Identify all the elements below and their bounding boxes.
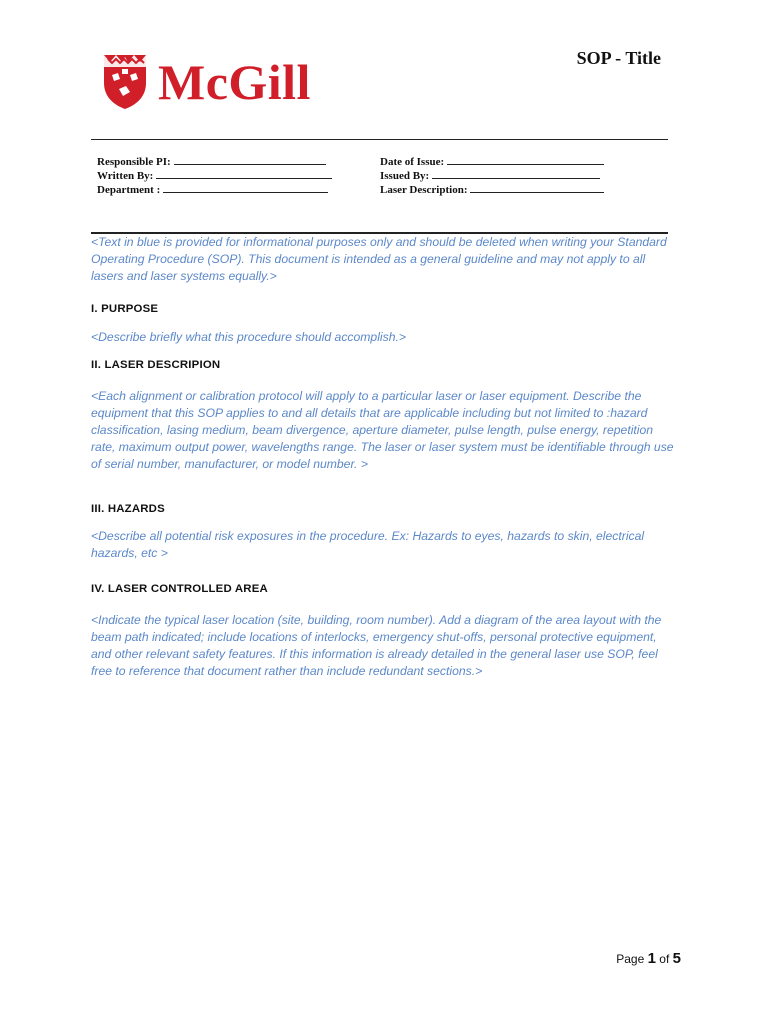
blank-line [432,168,600,179]
section-heading-hazards: III. HAZARDS [91,503,165,515]
section-heading-controlled-area: IV. LASER CONTROLLED AREA [91,583,268,595]
section-text-laser-description: <Each alignment or calibration protocol will apply to a particular laser or laser equipment. Describe the equipment that this SOP applies to and all details that are applicable including but not limited to :hazard classification, lasing medium, beam divergence, aperture diameter, pulse length, pulse energy, repetition rate, maximum output power, wavelengths range. The laser or laser system must be identifiable through use of serial number, manufacturer, or model number. > [91,389,674,471]
logo-wordmark: McGill [158,54,311,110]
written-by-field[interactable] [97,168,332,182]
meta-label: Written By: [97,170,154,182]
meta-label: Responsible PI: [97,156,171,168]
mcgill-crest-icon [102,53,148,111]
laser-description-field[interactable] [380,182,604,196]
page-total: 5 [672,950,681,967]
of-word: of [659,952,670,966]
section-text-controlled-area: <Indicate the typical laser location (site, building, room number). Add a diagram of the area layout with the beam path indicated; include locations of interlocks, emergency shut-offs, personal protective equipment, and other relevant safety features. If this information is already detailed in the general laser use SOP, feel free to reference that document rather than include redundant sections.> [91,613,662,678]
section-text-hazards: <Describe all potential risk exposures in the procedure. Ex: Hazards to eyes, hazards to skin, electrical hazards, etc > [91,529,645,560]
header-divider [91,139,668,140]
page-current: 1 [647,950,656,967]
page-word: Page [616,952,645,966]
section-text-purpose: <Describe briefly what this procedure should accomplish.> [91,330,407,344]
date-of-issue-field[interactable] [380,154,604,168]
blank-line [470,182,604,193]
section-heading-purpose: I. PURPOSE [91,303,159,315]
blank-line [156,168,332,179]
blank-line [174,154,326,165]
meta-left-column [97,154,332,196]
meta-label: Date of Issue: [380,156,445,168]
department-field[interactable] [97,182,332,196]
meta-label: Issued By: [380,170,430,182]
sop-title: SOP - Title [576,48,661,68]
blank-line [163,182,328,193]
meta-label: Laser Description: [380,184,468,196]
intro-instructions: <Text in blue is provided for informational purposes only and should be deleted when writing your Standard Operating Procedure (SOP). This document is intended as a general guideline and may not apply to all lasers and laser systems equally.> [91,235,667,283]
meta-label: Department : [97,184,161,196]
mcgill-logo [102,53,311,111]
page-number [616,950,681,967]
responsible-pi-field[interactable] [97,154,332,168]
issued-by-field[interactable] [380,168,604,182]
blank-line [447,154,604,165]
meta-right-column [380,154,604,196]
section-heading-laser-description: II. LASER DESCRIPION [91,359,221,371]
